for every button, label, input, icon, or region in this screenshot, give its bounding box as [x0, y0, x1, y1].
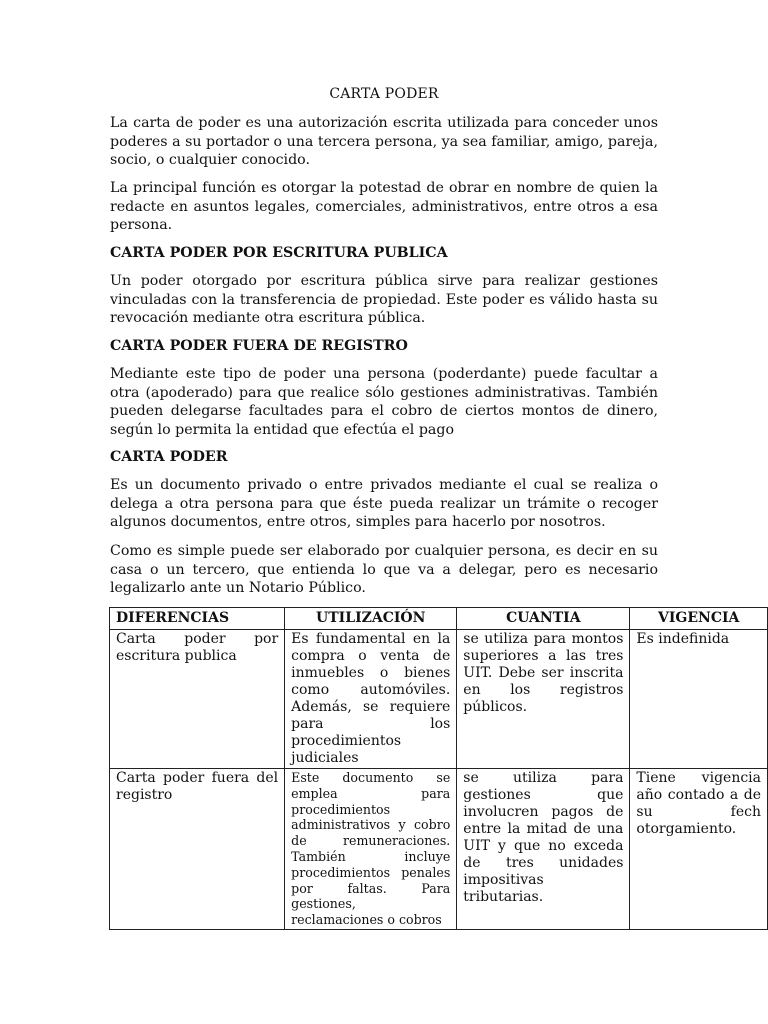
cell-diferencia: Carta poder por escritura publica	[110, 630, 285, 769]
cell-utilizacion: Este documento se emplea para procedimientos administrativos y cobro de remuneraciones. También incluye procedimientos penales por faltas. Para gestiones, reclamaciones o cobros	[285, 769, 457, 930]
header-utilizacion: UTILIZACIÓN	[285, 608, 457, 630]
section-heading-fuera-registro: CARTA PODER FUERA DE REGISTRO	[110, 338, 408, 354]
cell-diferencia: Carta poder fuera del registro	[110, 769, 285, 930]
section-heading-escritura-publica: CARTA PODER POR ESCRITURA PUBLICA	[110, 245, 448, 261]
section-paragraph-carta-poder-2: Como es simple puede ser elaborado por cualquier persona, es decir en su casa o un tercero, que entienda lo que va a delegar, pero es necesario legalizarlo ante un Notario Público.	[110, 543, 658, 597]
purpose-paragraph: La principal función es otorgar la potestad de obrar en nombre de quien la redacte en asuntos legales, comerciales, administrativos, entre otros a esa persona.	[110, 180, 658, 234]
cell-vigencia: Es indefinida	[630, 630, 768, 769]
cell-vigencia: Tiene vigencia año contado a de su fech otorgamiento.	[630, 769, 768, 930]
header-vigencia: VIGENCIA	[630, 608, 768, 630]
cell-utilizacion: Es fundamental en la compra o venta de inmuebles o bienes como automóviles. Además, se requiere para los procedimientos judiciales	[285, 630, 457, 769]
document-title: CARTA PODER	[329, 86, 439, 102]
section-heading-carta-poder: CARTA PODER	[110, 449, 228, 465]
cell-cuantia: se utiliza para montos superiores a las tres UIT. Debe ser inscrita en los registros públicos.	[457, 630, 630, 769]
cell-cuantia: se utiliza para gestiones que involucren pagos de entre la mitad de una UIT y que no exceda de tres unidades impositivas tributarias.	[457, 769, 630, 930]
intro-paragraph: La carta de poder es una autorización escrita utilizada para conceder unos poderes a su portador o una tercera persona, ya sea familiar, amigo, pareja, socio, o cualquier conocido.	[110, 115, 658, 169]
section-paragraph-carta-poder-1: Es un documento privado o entre privados mediante el cual se realiza o delega a otra persona para que éste pueda realizar un trámite o recoger algunos documentos, entre otros, simples para hacerlo por nosotros.	[110, 477, 658, 531]
differences-table	[109, 607, 768, 930]
section-paragraph-escritura-publica: Un poder otorgado por escritura pública sirve para realizar gestiones vinculadas con la transferencia de propiedad. Este poder es válido hasta su revocación mediante otra escritura pública.	[110, 273, 658, 327]
table-row	[110, 769, 768, 930]
header-diferencias: DIFERENCIAS	[110, 608, 285, 630]
table-header-row	[110, 608, 768, 630]
section-paragraph-fuera-registro: Mediante este tipo de poder una persona (poderdante) puede facultar a otra (apoderado) para que realice sólo gestiones administrativas. También pueden delegarse facultades para el cobro de ciertos montos de dinero, según lo permita la entidad que efectúa el pago	[110, 366, 658, 438]
table-row	[110, 630, 768, 769]
header-cuantia: CUANTIA	[457, 608, 630, 630]
